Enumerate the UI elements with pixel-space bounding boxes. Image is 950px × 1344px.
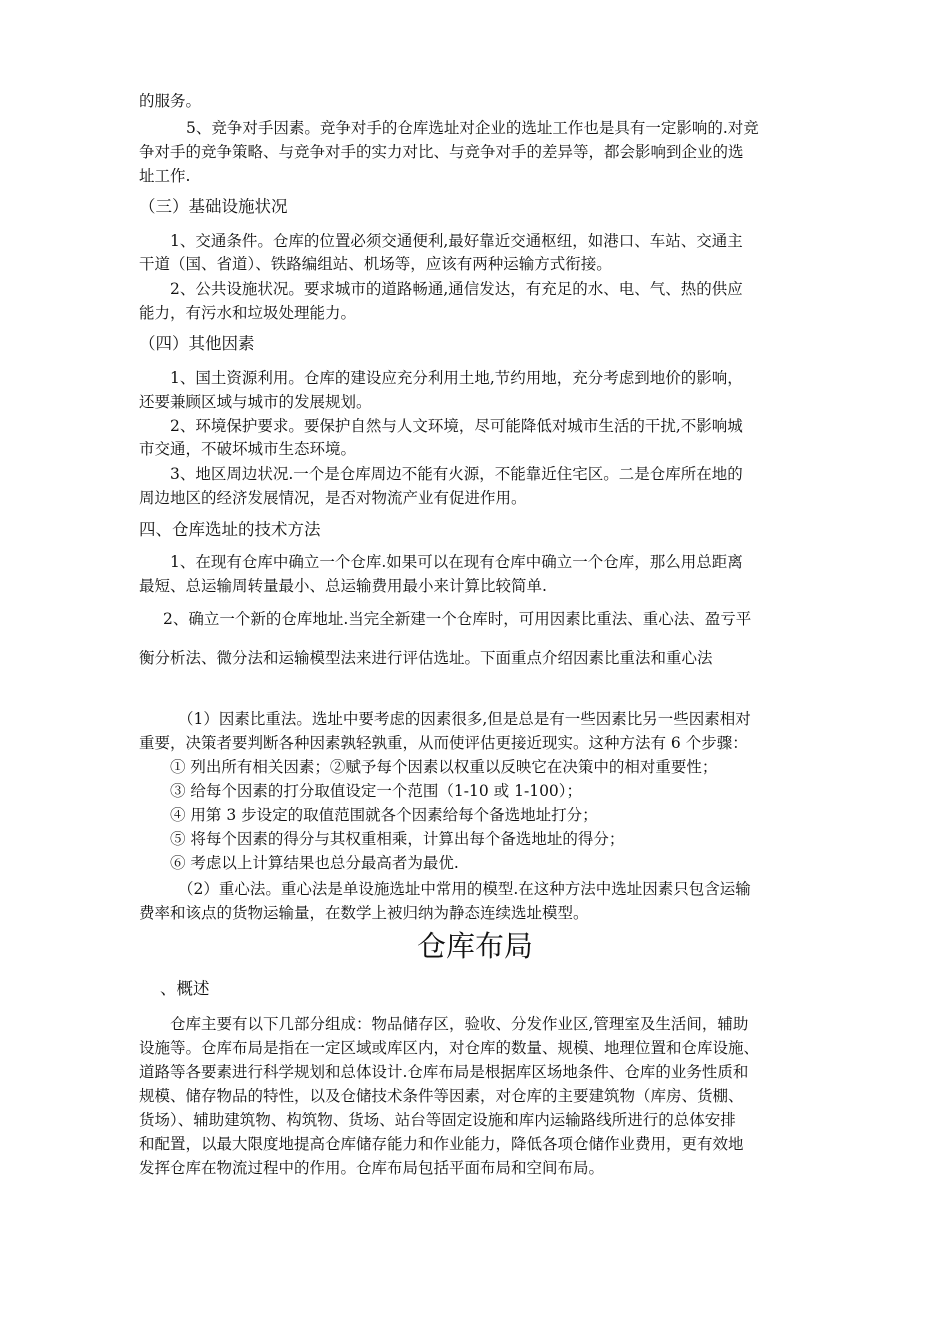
- text-line: 2、确立一个新的仓库地址.当完全新建一个仓库时，可用因素比重法、重心法、盈亏平: [163, 610, 752, 628]
- text-line: 1、交通条件。仓库的位置必须交通便利,最好靠近交通枢纽，如港口、车站、交通主: [170, 232, 743, 250]
- text-line: 能力，有污水和垃圾处理能力。: [139, 304, 357, 322]
- text-line: 市交通，不破坏城市生态环境。: [139, 440, 357, 458]
- text-line: 址工作.: [139, 167, 191, 185]
- text-line: 规模、储存物品的特性，以及仓储技术条件等因素，对仓库的主要建筑物（库房、货棚、: [139, 1087, 744, 1105]
- text-line: （2）重心法。重心法是单设施选址中常用的模型.在这种方法中选址因素只包含运输: [178, 880, 751, 898]
- text-line: 最短、总运输周转量最小、总运输费用最小来计算比较简单.: [139, 577, 547, 595]
- text-line: 道路等各要素进行科学规划和总体设计.仓库布局是根据库区场地条件、仓库的业务性质和: [139, 1063, 749, 1081]
- text-line: 仓库主要有以下几部分组成：物品储存区，验收、分发作业区,管理室及生活间，辅助: [170, 1015, 749, 1033]
- text-line: 周边地区的经济发展情况，是否对物流产业有促进作用。: [139, 489, 527, 507]
- text-line: 的服务。: [139, 92, 202, 110]
- list-item: ④ 用第 3 步设定的取值范围就各个因素给每个备选地址打分；: [170, 806, 598, 824]
- section-heading: （三）基础设施状况: [139, 197, 288, 216]
- section-heading: （四）其他因素: [139, 334, 255, 353]
- section-heading: 、概述: [160, 979, 210, 998]
- text-line: 货场）、辅助建筑物、构筑物、货场、站台等固定设施和库内运输路线所进行的总体安排: [139, 1111, 736, 1129]
- text-line: 衡分析法、微分法和运输模型法来进行评估选址。下面重点介绍因素比重法和重心法: [139, 649, 713, 667]
- text-line: 设施等。仓库布局是指在一定区域或库区内，对仓库的数量、规模、地理位置和仓库设施、: [139, 1039, 760, 1057]
- text-line: （1）因素比重法。选址中要考虑的因素很多,但是总是有一些因素比另一些因素相对: [178, 710, 751, 728]
- list-item: ③ 给每个因素的打分取值设定一个范围（1-10 或 1-100）；: [170, 782, 583, 800]
- text-line: 3、地区周边状况.一个是仓库周边不能有火源，不能靠近住宅区。二是仓库所在地的: [170, 465, 743, 483]
- list-item: ⑤ 将每个因素的得分与其权重相乘，计算出每个备选地址的得分；: [170, 830, 625, 848]
- page-title: 仓库布局: [416, 929, 533, 963]
- text-line: 干道（国、省道）、铁路编组站、机场等，应该有两种运输方式衔接。: [139, 255, 612, 273]
- list-item: ① 列出所有相关因素；②赋予每个因素以权重以反映它在决策中的相对重要性；: [170, 758, 718, 776]
- text-line: 5、竞争对手因素。竞争对手的仓库选址对企业的选址工作也是具有一定影响的.对竞: [186, 119, 759, 137]
- text-line: 1、在现有仓库中确立一个仓库.如果可以在现有仓库中确立一个仓库，那么用总距离: [170, 553, 743, 571]
- text-line: 和配置，以最大限度地提高仓库储存能力和作业能力，降低各项仓储作业费用，更有效地: [139, 1135, 744, 1153]
- text-line: 重要，决策者要判断各种因素孰轻孰重，从而使评估更接近现实。这种方法有 6 个步骤：: [139, 734, 748, 752]
- text-line: 2、公共设施状况。要求城市的道路畅通,通信发达，有充足的水、电、气、热的供应: [170, 280, 743, 298]
- text-line: 发挥仓库在物流过程中的作用。仓库布局包括平面布局和空间布局。: [139, 1159, 605, 1177]
- text-line: 费率和该点的货物运输量，在数学上被归纳为静态连续选址模型。: [139, 904, 589, 922]
- text-line: 争对手的竞争策略、与竞争对手的实力对比、与竞争对手的差异等，都会影响到企业的选: [139, 143, 744, 161]
- list-item: ⑥ 考虑以上计算结果也总分最高者为最优.: [170, 854, 459, 872]
- text-line: 还要兼顾区域与城市的发展规划。: [139, 393, 372, 411]
- section-heading: 四、仓库选址的技术方法: [139, 520, 321, 539]
- text-line: 2、环境保护要求。要保护自然与人文环境，尽可能降低对城市生活的干扰,不影响城: [170, 417, 743, 435]
- text-line: 1、国土资源利用。仓库的建设应充分利用土地,节约用地，充分考虑到地价的影响，: [170, 369, 743, 387]
